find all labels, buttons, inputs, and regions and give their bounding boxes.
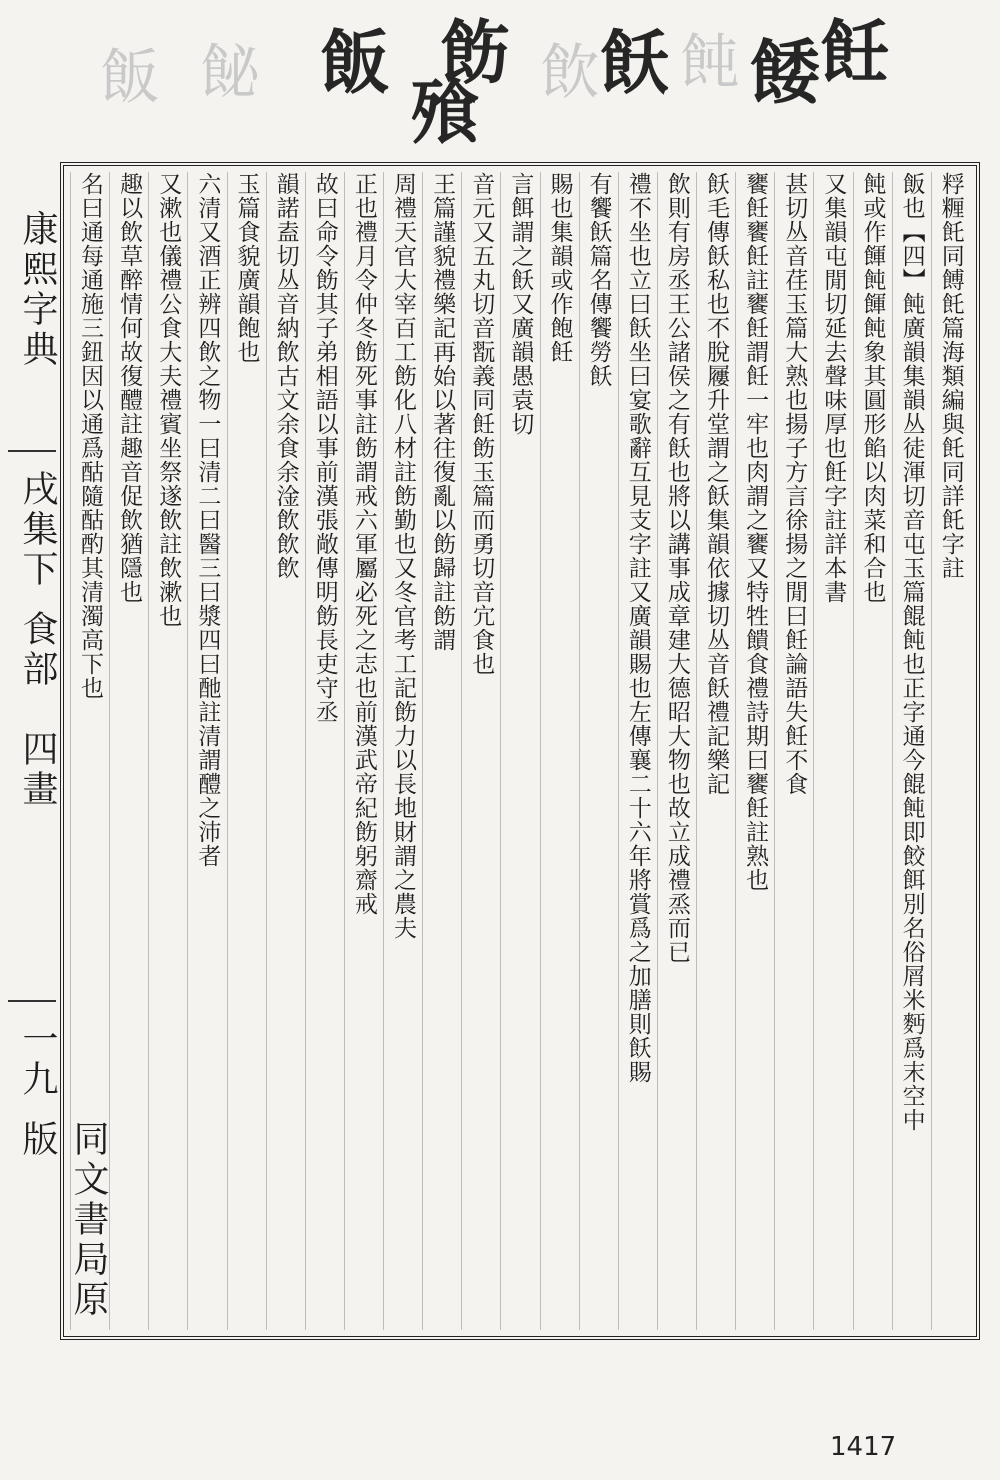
- text-column: 又漱也儀禮公食大夫禮賓坐祭遂飲註飲漱也: [148, 172, 187, 1330]
- seal-glyph: 飪: [820, 11, 890, 94]
- text-column: 周禮天官大宰百工飭化八材註飭勤也又冬官考工記飭力以長地財謂之農夫: [383, 172, 422, 1330]
- seal-glyph: 飱: [410, 71, 480, 154]
- seal-glyph: 飫: [600, 21, 670, 104]
- book-title: 康熙字典: [17, 210, 58, 370]
- text-column: 飲則有房丞王公諸侯之有飫也將以講事成章建大德昭大物也故立成禮烝而已: [657, 172, 696, 1330]
- strokes-label: 四畫: [17, 730, 58, 810]
- text-column: 又集韻屯閒切延去聲味厚也飪字註詳本書: [813, 172, 852, 1330]
- text-column: 玉篇食貌廣韻飽也: [227, 172, 266, 1330]
- section-label: 食部: [17, 610, 58, 690]
- text-column: 音元又五丸切音翫義同飪飭玉篇而勇切音宂食也: [461, 172, 500, 1330]
- margin-divider: [8, 1000, 56, 1002]
- text-column: 言餌謂之飫又廣韻愚袁切: [500, 172, 539, 1330]
- text-columns: [70, 172, 970, 1330]
- text-column: 飫毛傳飫私也不脫屨升堂謂之飫集韻依據切丛音飫禮記樂記: [696, 172, 735, 1330]
- text-column: 正也禮月令仲冬飭死事註飭謂戒六軍屬必死之志也前漢武帝紀飭躬齋戒: [344, 172, 383, 1330]
- seal-glyph-faint: 飶: [200, 38, 260, 108]
- seal-script-header: [60, 8, 970, 158]
- text-column: 韻諾盍切丛音納飲古文余食余淦飲飲飲: [266, 172, 305, 1330]
- text-column: 甚切丛音荏玉篇大熟也揚子方言徐揚之閒曰飪論語失飪不食: [774, 172, 813, 1330]
- text-column: 趣以飲草醉情何故復醴註趣音促飲猶隱也: [109, 172, 148, 1330]
- text-column: 飩或作餫飩餫飩象其圓形餡以肉菜和合也: [853, 172, 892, 1330]
- volume-label: 戌集下: [17, 470, 58, 590]
- seal-glyph-faint: 飩: [680, 28, 740, 98]
- text-column: 賜也集韻或作飽飪: [540, 172, 579, 1330]
- dictionary-text-frame: [60, 162, 980, 1340]
- text-column: 王篇謹貌禮樂記再始以著往復亂以飭歸註飭謂: [422, 172, 461, 1330]
- publisher-label: 同文書局原版: [17, 1120, 109, 1320]
- margin-divider: [8, 450, 56, 452]
- text-column: 名曰通每通施三鈕因以通爲酤隨酤酌其清濁高下也: [70, 172, 109, 1330]
- text-column: 有饗飫篇名傳饗勞飫: [579, 172, 618, 1330]
- seal-glyph-faint: 飯: [100, 43, 160, 113]
- text-column: 故曰命令飭其子弟相語以事前漢張敞傳明飭長吏守丞: [305, 172, 344, 1330]
- text-column: 禮不坐也立曰飫坐曰宴歌辭互見支字註又廣韻賜也左傳襄二十六年將賞爲之加膳則飫賜: [618, 172, 657, 1330]
- page-in-volume: 一九: [17, 1020, 58, 1100]
- seal-glyph: 飭: [440, 11, 510, 94]
- seal-glyph: 飯: [320, 21, 390, 104]
- page-number: 1417: [830, 1432, 897, 1462]
- text-column: 粰糎飥同餺飥篇海類編與飥同詳飥字註: [931, 172, 970, 1330]
- seal-glyph-faint: 飲: [540, 38, 600, 108]
- text-column: 六清又酒正辨四飲之物一曰清二曰醫三曰漿四曰酏註清謂醴之沛者: [187, 172, 226, 1330]
- text-column: 饔飪饔飪註饔飪謂飪一牢也肉謂之饔又特牲饋食禮詩期曰饔飪註熟也: [735, 172, 774, 1330]
- text-column: 飯也【四】飩廣韻集韻丛徒渾切音屯玉篇餛飩也正字通今餛飩即餃餌別名俗屑米麪爲末空中: [892, 172, 931, 1330]
- seal-glyph: 餧: [750, 31, 820, 114]
